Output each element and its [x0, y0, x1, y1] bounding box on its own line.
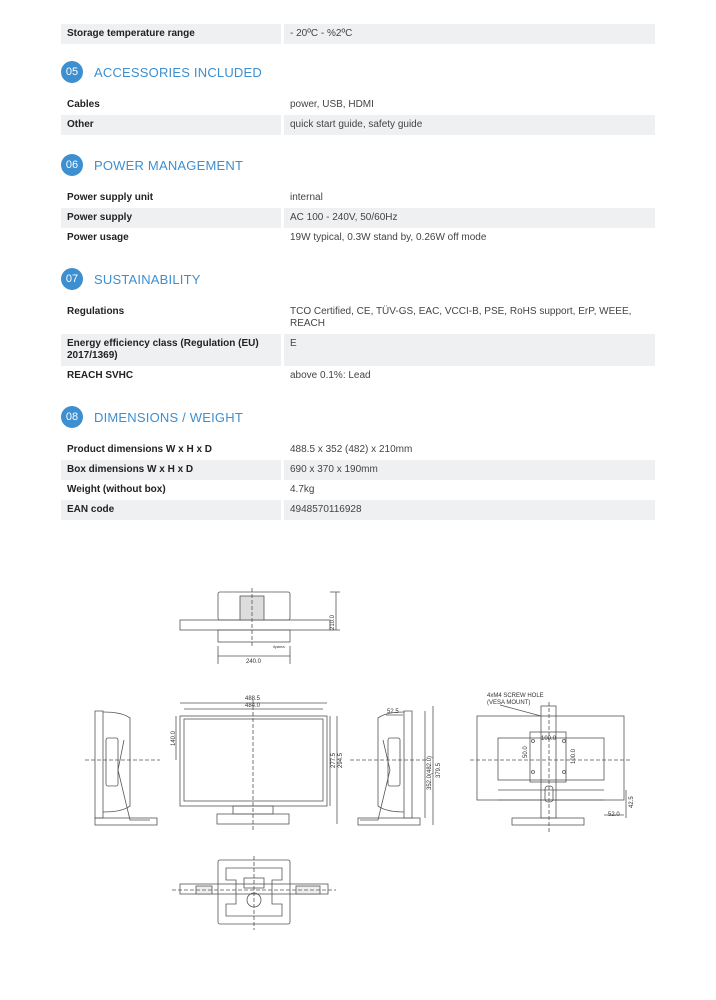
table-row	[61, 460, 655, 480]
row-label: Power supply unit	[67, 192, 154, 203]
table-row	[61, 480, 655, 500]
table-row	[61, 334, 655, 366]
front-height-left-label: 140.0	[171, 730, 177, 746]
section-number-badge: 07	[61, 268, 83, 290]
row-value: internal	[290, 192, 323, 203]
vesa-horizontal-label: 100.0	[541, 736, 557, 742]
rear-view-drawing	[470, 693, 635, 832]
section-title: DIMENSIONS / WEIGHT	[94, 409, 243, 425]
row-label: Regulations	[67, 306, 125, 317]
row-value: 4948570116928	[284, 500, 655, 520]
row-value: above 0.1%: Lead	[290, 370, 371, 381]
table-row	[61, 302, 655, 334]
row-label: Weight (without box)	[67, 484, 166, 495]
front-height-b-label: 294.5	[338, 752, 344, 768]
section-number-badge: 06	[61, 154, 83, 176]
vesa-vertical-label: 100.0	[571, 748, 577, 764]
row-label: Energy efficiency class (Regulation (EU) 2017/1369)	[61, 334, 281, 366]
sustainability-table	[61, 302, 655, 386]
side-offset-label: 52.5	[387, 709, 399, 715]
row-value: - 20ºC - %2ºC	[284, 24, 655, 44]
section-title: POWER MANAGEMENT	[94, 157, 244, 173]
table-row	[61, 366, 655, 386]
top-view-drawing	[180, 588, 340, 665]
table-row	[61, 208, 655, 228]
section-title: SUSTAINABILITY	[94, 271, 201, 287]
front-view-drawing	[171, 696, 344, 830]
row-value: 4.7kg	[290, 484, 315, 495]
row-value: 690 x 370 x 190mm	[284, 460, 655, 480]
storage-table	[61, 24, 655, 44]
power-table	[61, 188, 655, 248]
section-number-badge: 05	[61, 61, 83, 83]
row-value: 19W typical, 0.3W stand by, 0.26W off mode	[290, 232, 487, 243]
rear-small-b-label: 52.0	[608, 812, 620, 818]
section-accessories-header	[61, 61, 262, 83]
left-side-view-drawing	[85, 711, 160, 825]
section-number-badge: 08	[61, 406, 83, 428]
right-side-view-drawing	[350, 706, 442, 825]
front-height-a-label: 277.5	[331, 752, 337, 768]
front-width-outer-label: 488.5	[245, 696, 261, 702]
row-value: TCO Certified, CE, TÜV-GS, EAC, VCCI-B, PSE, RoHS support, ErP, WEEE, REACH	[290, 306, 632, 329]
brand-label: iiyama	[273, 644, 285, 649]
top-depth-label: 210.0	[330, 614, 336, 630]
side-height-b-label: 379.5	[436, 762, 442, 778]
dimensions-table	[61, 440, 655, 520]
table-row	[61, 500, 655, 520]
side-height-label: 352.0(482.0)	[427, 755, 433, 790]
row-value: quick start guide, safety guide	[284, 115, 655, 135]
row-label: Storage temperature range	[61, 24, 281, 44]
accessories-table	[61, 95, 655, 135]
table-row	[61, 228, 655, 248]
section-title: ACCESSORIES INCLUDED	[94, 64, 262, 80]
table-row	[61, 24, 655, 44]
table-row	[61, 115, 655, 135]
row-value: power, USB, HDMI	[290, 99, 374, 110]
bottom-view-drawing	[172, 856, 336, 930]
table-row	[61, 188, 655, 208]
top-width-label: 240.0	[246, 659, 262, 665]
vesa-small-label: 50.0	[523, 746, 529, 758]
row-label: Power usage	[67, 232, 129, 243]
row-label: Cables	[67, 99, 100, 110]
row-label: EAN code	[61, 500, 281, 520]
vesa-label-line1: 4xM4 SCREW HOLE	[487, 693, 544, 699]
row-label: REACH SVHC	[67, 370, 134, 381]
row-label: Other	[61, 115, 281, 135]
row-label: Product dimensions W x H x D	[67, 444, 213, 455]
row-value: E	[284, 334, 655, 366]
row-value: 488.5 x 352 (482) x 210mm	[290, 444, 413, 455]
row-label: Power supply	[61, 208, 281, 228]
section-dimensions-header	[61, 406, 243, 428]
row-label: Box dimensions W x H x D	[61, 460, 281, 480]
vesa-label-line2: (VESA MOUNT)	[487, 700, 531, 706]
section-sustainability-header	[61, 268, 201, 290]
front-width-inner-label: 484.0	[245, 703, 261, 709]
table-row	[61, 440, 655, 460]
rear-small-a-label: 42.5	[629, 796, 635, 808]
table-row	[61, 95, 655, 115]
row-value: AC 100 - 240V, 50/60Hz	[284, 208, 655, 228]
section-power-header	[61, 154, 243, 176]
